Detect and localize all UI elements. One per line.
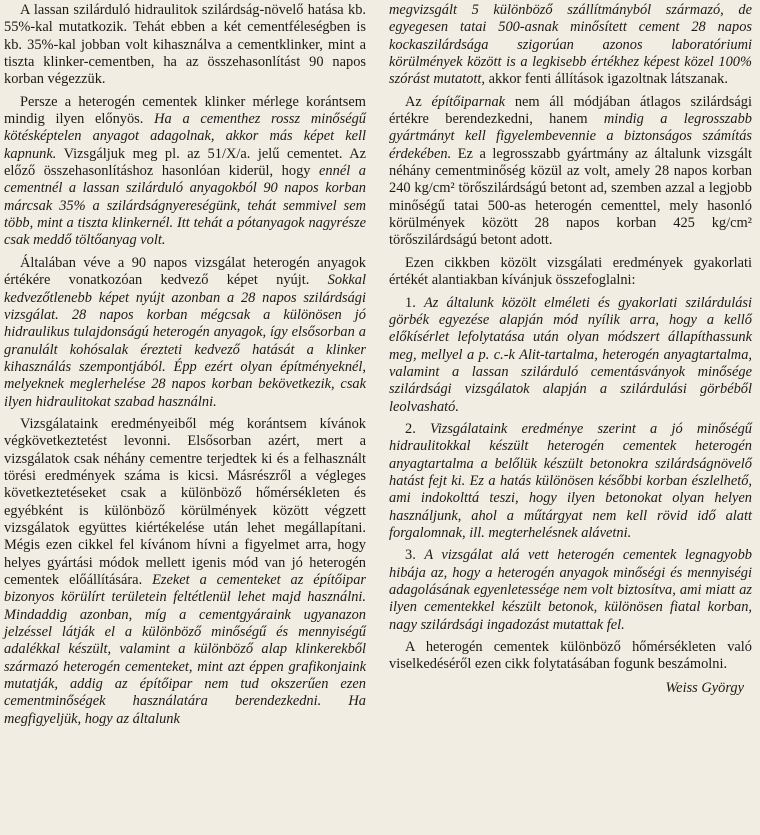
paragraph (389, 94, 752, 250)
text-run: A heterogén cementek különböző hőmérsékleten való viselkedéséről ezen cikk folytatásában fogunk beszámolni. (389, 639, 752, 673)
italic-text-run: ennél a cementnél a lassan szilárduló anyagokból 90 napos korban márcsak 35% a szilárdságnyereségünk, tehát semmivel sem több, mint a tiszta klinkernél. Itt tehát a pótanyagok nagyrésze csak meddő töltőanyag volt. (4, 163, 366, 249)
text-run: 2. (405, 420, 430, 437)
italic-text-run: Ezeket a cementeket az építőipar bizonyos körülírt területein feltétlenül lehet majd használni. (4, 572, 366, 606)
text-run: Vizsgáljuk meg pl. az 51/X/a. jelű cementet. Az előző összehasonlításhoz hasonlóan kiderül, hogy (4, 145, 366, 180)
paragraph (389, 2, 752, 89)
paragraph (389, 255, 752, 290)
text-run: nem áll módjában átlagos szilárdsági értékre berendezkedni, hanem (389, 93, 752, 128)
text-run: Ezen cikkben közölt vizsgálati eredmények gyakorlati értékét alantiakban kívánjuk összefoglalni: (389, 254, 752, 289)
text-run: A lassan szilárduló hidraulitok szilárdság-növelő hatása kb. 55%-kal mutatkozik. Tehát ebben a két cementféleségben is kb. 35%-kal jobban volt kihasználva a cementklinker, mint a tiszta klinker-cementben, ha az összehasonlítást 90 napos korban végezzük. (4, 2, 366, 88)
text-run: Ez a legrosszabb gyártmány az általunk vizsgált néhány cementminőség közül az volt, amely 28 napos korban 240 kg/cm² törőszilárdságú betont ad, szemben azzal a legjobb minőségű tatai 500-as heterogén cementtel, mely hasonló körülmények között 28 napos korban 425 kg/cm² törőszilárdságú betont adott. (389, 145, 752, 249)
italic-text-run: Az általunk közölt elméleti és gyakorlati szilárdulási görbék egyezése alapján mód nyílik arra, hogy a kellő előkísérlet lefolytatása után olyan módszert állapíthassunk meg, mellyel a p. c.-k Alit-tartalma, heterogén anyagtartalma, valamint a lassan szilárduló cementásványok minősége szilárdsági vizsgálatok alapján a szilárdulási görbéből leolvasható. (389, 294, 753, 415)
italic-text-run: építőiparnak (431, 93, 506, 110)
italic-text-run: Sokkal kedvezőtlenebb képet nyújt azonban a 28 napos szilárdsági vizsgálat. 28 napos korban mégcsak a különösen jó hidraulikus tulajdonságú heterogén anyagok, így elsősorban a granulált kohósalak érezteti kedvező hatását a klinker kihasználás szempontjából. Épp ezért olyan építményeknél, melyeknek meglerhelése 28 napos korban bekövetkezik, csak ilyen hidraulitokat szabad használni. (4, 272, 366, 410)
text-run: Persze a heterogén cementek klinker mérlege korántsem mindig ilyen előnyös. (4, 93, 366, 128)
text-run: Vizsgálataink eredményeiből még korántsem kívánok végkövetkeztetést levonni. Elsősorban azért, mert a vizsgálatok csak néhány cementre terjedtek ki és a felhasznált törési eredmények száma is kicsi. Másrészről a végleges következtetéseket csak a különböző hőmérsékleten és egyébként is különböző körülmények között végzett vizsgálatok együttes kiértékelése után lehet megállapítani. Mégis ezen cikkel fel kívánom hívni a figyelmet arra, hogy helyes gyártási módok mellett igenis mód van jó heterogén cementek előállítására. (4, 415, 366, 588)
paragraph (389, 547, 752, 634)
paragraph (4, 94, 366, 250)
paragraph (389, 639, 752, 674)
paragraph (4, 255, 366, 411)
italic-text-run: A vizsgálat alá vett heterogén cementek legnagyobb hibája az, hogy a heterogén anyagok minőségi és mennyiségi adagolásának egyenletessége nem volt biztosítva, ami miatt az ilyen cementekkel készült betonok, különösen fiatal korban, nagy szilárdsági ingadozást mutattak fel. (389, 547, 752, 633)
text-run: Általában véve a 90 napos vizsgálat heterogén anyagok értékére vonatkozóan kedvező képet nyújt. (4, 254, 366, 289)
text-run: Az (405, 93, 432, 110)
italic-text-run: Vizsgálataink eredménye szerint a jó minőségű hidraulitokkal készült heterogén cementek heterogén anyagtartalma a belőlük készült betonokra szilárdságnövelő hatást fejt ki. Ez a hatás különösen későbbi korban észlelhető, ami indokolttá teszi, hogy ilyen betonokat olyan helyen használjunk, ahol a műtárgyat nem kell rövid idő alatt forgalomnak, ill. megterhelésnek alávetni. (389, 420, 753, 541)
text-run: akkor fenti állítások igazoltnak látszanak. (484, 71, 728, 88)
italic-text-run: megvizsgált 5 különböző szállítmányból származó, de egyegesen tatai 500-asnak minősített cement 28 napos kockaszilárdsága szigorúan azonos laboratóriumi körülmények között is a legkisebb értékhez képest közel 100% szórást mutatott, (389, 2, 752, 88)
italic-text-run: Ha a cementhez rossz minőségű kötésképtelen anyagot adagolnak, akkor más képet kell kapnunk. (4, 111, 366, 162)
paragraph (4, 416, 366, 728)
italic-text-run: Mindaddig azonban, míg a cementgyáraink ugyanazon jelzéssel látják el a különböző minőségű és mennyiségű adalékkal készült, valamint a különböző alap klinkerekből származó heterogén cementeket, mint azt éppen grafikonjaink mutatják, addig az építőipar nem tud okszerűen ezen cementminőségek használatára berendezkedni. Ha megfigyeljük, hogy az általunk (4, 606, 366, 727)
left-column (4, 2, 366, 733)
paragraph (4, 2, 366, 89)
paragraph (389, 295, 752, 416)
author-signature: Weiss György (665, 679, 744, 696)
right-column (389, 2, 752, 697)
text-run: 3. (405, 547, 425, 564)
italic-text-run: mindig a legrosszabb gyártmányt kell figyelembevennie a biztonságos számítás érdekében. (389, 111, 752, 162)
paragraph (389, 421, 752, 542)
text-run: 1. (405, 294, 424, 311)
